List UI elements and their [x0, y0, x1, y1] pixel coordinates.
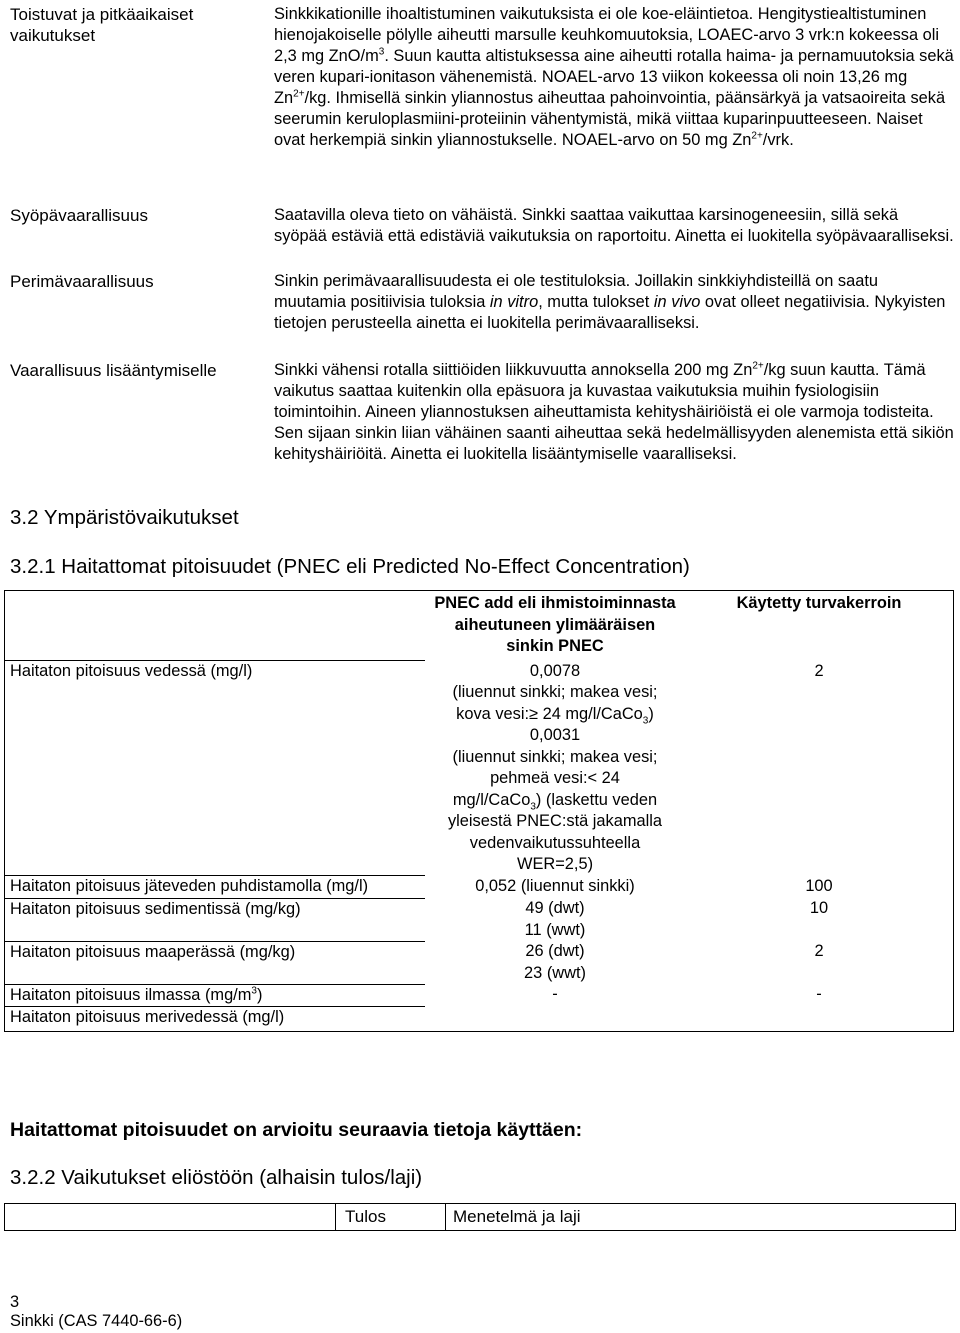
text-part: Sinkki vähensi rotalla siittiöiden liikkuvuutta annoksella 200 mg Zn	[274, 361, 753, 379]
text-part: Sinkin perimävaarallisuudesta ei ole testituloksia. Joillakin sinkkiyhdisteillä on saatu muutamia positiivisia tuloksia	[274, 272, 879, 311]
table-header-pnec: PNEC add eli ihmistoiminnasta aiheutuneen ylimääräisen sinkin PNEC	[425, 591, 685, 661]
text-part: ) (laskettu veden	[535, 790, 658, 809]
value-line: 23 (wwt)	[524, 963, 586, 982]
value-line: pehmeä vesi:< 24	[490, 769, 620, 787]
superscript: 3	[378, 46, 385, 58]
row-label-merivesi: Haitaton pitoisuus merivedessä (mg/l)	[5, 1007, 426, 1032]
value-line: 11 (wwt)	[524, 920, 586, 939]
text-part: )	[648, 704, 654, 723]
superscript: 3	[251, 985, 257, 997]
doc-title: Sinkki (CAS 7440-66-6)	[10, 1312, 183, 1330]
row-label-vesi: Haitaton pitoisuus vedessä (mg/l)	[5, 661, 426, 876]
section-heading-3-2: 3.2 Ympäristövaikutukset	[10, 506, 239, 529]
row-label-syopa: Syöpävaarallisuus	[10, 206, 148, 225]
pnec-table	[4, 590, 954, 1032]
row-label-sedimentti: Haitaton pitoisuus sedimentissä (mg/kg)	[5, 898, 426, 941]
row-label-toistuvat: Toistuvat ja pitkäaikaiset vaikutukset	[10, 5, 194, 45]
table-row	[5, 941, 954, 984]
superscript: 2+	[293, 88, 305, 100]
estimated-heading: Haitattomat pitoisuudet on arvioitu seuraavia tietoja käyttäen:	[10, 1119, 583, 1141]
value-line: 49 (dwt)	[525, 899, 585, 917]
text-part: mg/l/CaCo	[452, 790, 531, 809]
row-factor-sedimentti: 10	[685, 898, 954, 941]
text-part: /kg suun kautta. Tämä vaikutus saattaa kuitenkin olla epäsuora ja kuvastaa vaikutuksia muihin fysiologisiin toimintoihin. Aineen yliannostuksen aiheuttamista kehityshäiriöistä ei ole varmoja todisteita. Sen sijaan sinkin liian vähäinen saanti aiheuttaa sekä hedelmällisyyden alenemista että sikiön kehityshäiriöitä. Ainetta ei luokitella lisääntymiselle vaaralliseksi.	[274, 361, 954, 463]
table-row	[5, 661, 954, 876]
row-value-merivesi	[425, 1007, 685, 1032]
text-part: , mutta tulokset	[538, 293, 654, 311]
row-factor-merivesi	[685, 1007, 954, 1032]
italic-text: in vitro	[489, 293, 539, 311]
row-text-perima	[274, 271, 954, 334]
table-header-factor: Käytetty turvakerroin	[685, 591, 954, 661]
text-part: /vrk.	[762, 131, 794, 149]
value-line: 26 (dwt)	[525, 942, 585, 960]
text-part: . Suun kautta altistuksessa aine aiheutti rotalla haima- ja pernamuutoksia sekä veren kupari-ionitason vähenemistä. NOAEL-arvo 13 viikon kokeessa oli noin 13,26 mg Zn	[274, 47, 954, 107]
row-factor-vesi: 2	[685, 661, 954, 876]
column-divider	[335, 1204, 336, 1230]
value-line: (liuennut sinkki; makea vesi;	[452, 683, 658, 701]
table-row	[5, 1007, 954, 1032]
row-label-maapera: Haitaton pitoisuus maaperässä (mg/kg)	[5, 941, 426, 984]
superscript: 2+	[751, 130, 763, 142]
value-line	[430, 704, 680, 726]
value-line: 0,0031	[529, 726, 581, 744]
row-label-ilma	[5, 984, 426, 1007]
page-number: 3	[10, 1293, 20, 1311]
text-part: /kg. Ihmisellä sinkin yliannostus aiheuttaa pahoinvointia, päänsärkyä ja vatsaoireita sekä seerumin keruloplasmiini-proteiinin vähentymistä, mikä viittaa kuparinpuutteeseen. Naiset ovat herkempiä sinkin yliannostukselle. NOAEL-arvo on 50 mg Zn	[274, 89, 946, 149]
row-text-toistuvat	[274, 4, 954, 151]
value-line: 0,0078	[529, 661, 581, 680]
table-row	[5, 876, 954, 899]
italic-text: in vivo	[653, 293, 701, 311]
text-part: ovat olleet negatiivisia. Nykyisten tietojen perusteella ainetta ei luokitella perimävaaralliseksi.	[274, 293, 946, 332]
text-part: kova vesi:≥ 24 mg/l/CaCo	[456, 704, 643, 723]
superscript: 2+	[752, 360, 764, 372]
text-part: Sinkkikationille ihoaltistuminen vaikutuksista ei ole koe-eläintietoa. Hengitystiealtistuminen hienojakoiselle pölylle aiheutti marsulle keuhkomuutoksia, LOAEC-arvo 3 vrk:n kokeessa oli 2,3 mg ZnO/m	[274, 5, 940, 65]
value-line: WER=2,5)	[516, 855, 594, 873]
value-line: (liuennut sinkki; makea vesi;	[452, 747, 658, 766]
row-text-lisaantyminen	[274, 360, 954, 465]
row-label-jatevesi: Haitaton pitoisuus jäteveden puhdistamolla (mg/l)	[5, 876, 426, 899]
subscript: 3	[530, 800, 536, 812]
row-value-ilma: -	[552, 985, 558, 1003]
row-value-vesi	[425, 661, 685, 876]
row-value-sedimentti	[425, 898, 685, 941]
section-heading-3-2-1: 3.2.1 Haitattomat pitoisuudet (PNEC eli Predicted No-Effect Concentration)	[10, 555, 690, 578]
effects-table	[4, 1203, 956, 1231]
table-header-empty	[5, 591, 426, 661]
row-factor-jatevesi: 100	[685, 876, 954, 899]
text-part: )	[256, 985, 263, 1004]
value-line: yleisestä PNEC:stä jakamalla	[447, 812, 663, 830]
subscript: 3	[642, 714, 649, 726]
table-row	[5, 898, 954, 941]
table-header-row	[5, 591, 954, 661]
section-heading-3-2-2: 3.2.2 Vaikutukset eliöstöön (alhaisin tulos/laji)	[10, 1166, 423, 1189]
value-line: vedenvaikutussuhteella	[469, 833, 641, 852]
row-label-perima: Perimävaarallisuus	[10, 272, 154, 291]
row-factor-ilma: -	[685, 984, 954, 1007]
col-tulos: Tulos	[345, 1207, 386, 1226]
column-divider	[445, 1204, 446, 1230]
row-value-jatevesi: 0,052 (liuennut sinkki)	[475, 876, 635, 895]
value-line	[430, 790, 680, 812]
row-text-syopa: Saatavilla oleva tieto on vähäistä. Sinkki saattaa vaikuttaa karsinogeneesiin, sillä sekä syöpää estäviä että edistäviä vaikutuksia on raportoitu. Ainetta ei luokitella syöpävaaralliseksi.	[274, 206, 954, 245]
row-value-maapera	[425, 941, 685, 984]
col-menetelma: Menetelmä ja laji	[453, 1207, 581, 1226]
row-label-lisaantyminen: Vaarallisuus lisääntymiselle	[10, 361, 217, 380]
row-factor-maapera: 2	[685, 941, 954, 984]
table-row	[5, 984, 954, 1007]
text-part: Haitaton pitoisuus ilmassa (mg/m	[10, 985, 252, 1004]
